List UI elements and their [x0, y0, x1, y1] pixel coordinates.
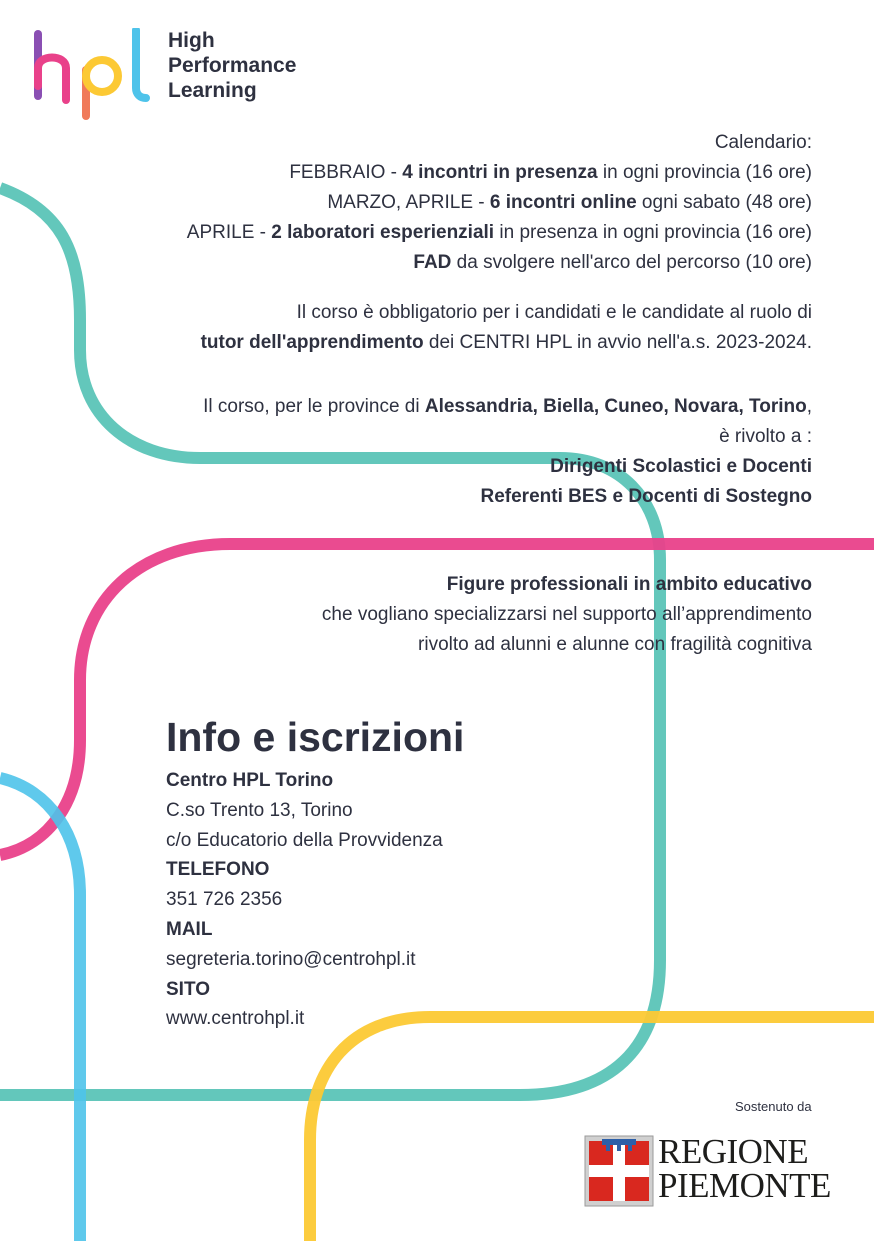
- info-address-1: C.so Trento 13, Torino: [166, 799, 353, 821]
- regione-crest-icon: [584, 1135, 654, 1207]
- info-center: Centro HPL Torino: [166, 770, 334, 791]
- calendar-mar-suffix: ogni sabato (48 ore): [636, 192, 812, 213]
- phone-label: TELEFONO: [166, 859, 270, 881]
- sponsor-label: Sostenuto da: [735, 1099, 812, 1114]
- info-heading: Info e iscrizioni: [166, 714, 465, 760]
- logo-text: [168, 28, 296, 103]
- calendar-apr-bold: 2 laboratori esperienziali: [271, 222, 495, 243]
- calendar-feb-prefix: FEBBRAIO -: [289, 162, 403, 183]
- site-link[interactable]: www.centrohpl.it: [166, 1008, 305, 1030]
- calendar-fad-bold: FAD: [413, 252, 452, 273]
- provinces-line-1: [203, 392, 812, 422]
- calendar-mar-bold: 6 incontri online: [489, 192, 637, 213]
- info-section: [166, 712, 464, 1034]
- calendar-apr-suffix: in presenza in ogni provincia (16 ore): [494, 222, 812, 243]
- provinces-suffix: ,: [806, 396, 812, 417]
- mandatory-line-1: Il corso è obbligatorio per i candidati e le candidate al ruolo di: [296, 302, 812, 323]
- calendar-mar-prefix: MARZO, APRILE -: [327, 192, 490, 213]
- calendar-fad-suffix: da svolgere nell'arco del percorso (10 ore): [451, 252, 812, 273]
- mandatory-role: tutor dell'apprendimento: [200, 332, 424, 353]
- mandatory-suffix: dei CENTRI HPL in avvio nell'a.s. 2023-2024.: [423, 332, 812, 353]
- hpl-logo-mark: [30, 28, 155, 123]
- professionals-line-3: rivolto ad alunni e alunne con fragilità cognitiva: [418, 634, 812, 655]
- logo-line-2: Performance: [168, 54, 297, 77]
- calendar-feb-suffix: in ogni provincia (16 ore): [597, 162, 812, 183]
- regione-piemonte-logo: [584, 1132, 831, 1209]
- regione-line-1: REGIONE: [658, 1132, 809, 1171]
- calendar-apr-prefix: APRILE -: [186, 222, 272, 243]
- calendar-title: Calendario:: [714, 132, 812, 153]
- site-label: SITO: [166, 978, 210, 1000]
- info-address-2: c/o Educatorio della Provvidenza: [166, 829, 443, 851]
- professionals-section: [322, 570, 812, 660]
- mandatory-section: [201, 298, 812, 358]
- calendar-row-feb: [187, 158, 812, 188]
- professionals-title: Figure professionali in ambito educativo: [446, 574, 812, 595]
- calendar-section: [187, 128, 812, 278]
- regione-line-2: PIEMONTE: [658, 1166, 831, 1205]
- calendar-feb-bold: 4 incontri in presenza: [402, 162, 598, 183]
- professionals-line-2: che vogliano specializzarsi nel supporto all’apprendimento: [321, 604, 812, 625]
- logo-line-3: Learning: [168, 79, 257, 102]
- regione-text: [658, 1132, 831, 1205]
- calendar-row-fad: [187, 248, 812, 278]
- provinces-section: [203, 392, 812, 512]
- logo-line-1: High: [168, 29, 215, 52]
- target-audience-2: Referenti BES e Docenti di Sostegno: [480, 486, 812, 507]
- calendar-row-mar: [187, 188, 812, 218]
- mail-label: MAIL: [166, 918, 213, 940]
- provinces-prefix: Il corso, per le province di: [203, 396, 425, 417]
- provinces-list: Alessandria, Biella, Cuneo, Novara, Torino: [424, 396, 807, 417]
- phone-number[interactable]: 351 726 2356: [166, 889, 283, 911]
- mail-link[interactable]: segreteria.torino@centrohpl.it: [166, 948, 416, 970]
- target-audience-1: Dirigenti Scolastici e Docenti: [550, 456, 812, 477]
- mandatory-line-2: [201, 328, 812, 358]
- calendar-row-apr: [187, 218, 812, 248]
- provinces-line-2: è rivolto a :: [719, 426, 812, 447]
- hpl-logo: [30, 28, 330, 123]
